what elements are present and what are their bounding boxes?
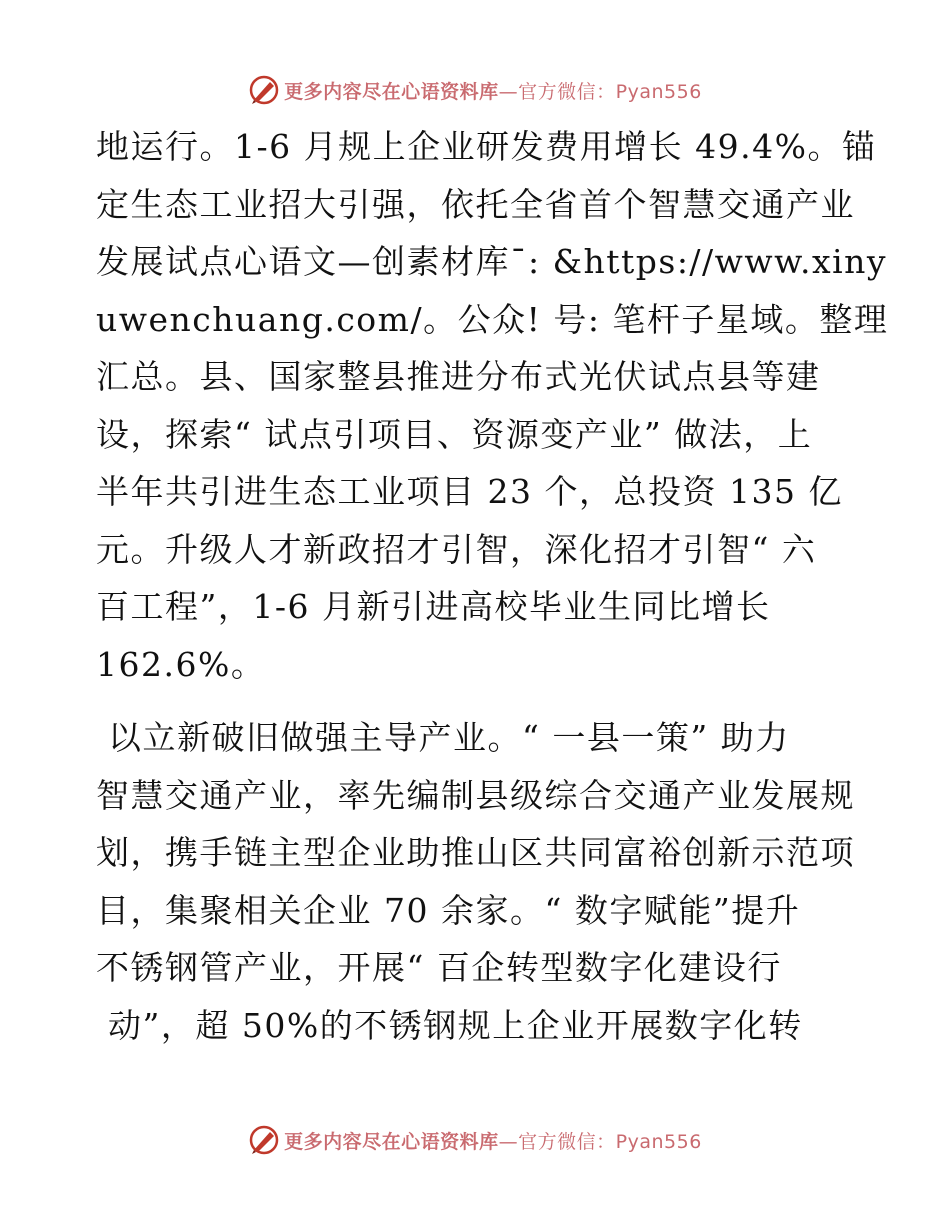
text-line: 划，携手链主型企业助推山区共同富裕创新示范项 — [96, 833, 855, 872]
paragraph-1 — [96, 118, 889, 693]
text-line: 目，集聚相关企业 70 余家。“ 数字赋能”提升 — [96, 890, 801, 930]
watermark-text — [284, 77, 702, 104]
text-line: 以立新破旧做强主导产业。“ 一县一策” 助力 — [96, 718, 790, 757]
text-line: 汇总。县、国家整县推进分布式光伏试点县等建 — [96, 357, 821, 396]
footer-watermark — [0, 1120, 950, 1160]
text-line: 定生态工业招大引强，依托全省首个智慧交通产业 — [96, 184, 855, 224]
text-line: 智慧交通产业，率先编制县级综合交通产业发展规 — [96, 775, 855, 815]
watermark-main: 更多内容尽在心语资料库 — [284, 80, 499, 103]
text-line: 发展试点心语文—创素材库¯: &https://www.xiny — [96, 242, 888, 281]
pen-logo-icon — [248, 74, 280, 106]
watermark-text — [284, 1127, 702, 1154]
watermark-sub: —官方微信：Pyan556 — [498, 1130, 702, 1153]
watermark-main: 更多内容尽在心语资料库 — [284, 1130, 499, 1153]
text-line: 动”，超 50%的不锈钢规上企业开展数字化转 — [96, 1005, 803, 1045]
text-line: 半年共引进生态工业项目 23 个，总投资 135 亿 — [96, 472, 843, 511]
document-body — [96, 118, 889, 1054]
text-line: 元。升级人才新政招才引智，深化招才引智“ 六 — [96, 529, 817, 569]
text-line: 162.6%。 — [96, 644, 266, 684]
text-line: 不锈钢管产业，开展“ 百企转型数字化建设行 — [96, 948, 782, 987]
paragraph-spacer — [96, 693, 856, 709]
watermark-sub: —官方微信：Pyan556 — [498, 80, 702, 103]
header-watermark — [0, 70, 950, 110]
text-line: 地运行。1-6 月规上企业研发费用增长 49.4%。锚 — [96, 127, 877, 166]
text-line: 百工程”，1-6 月新引进高校毕业生同比增长 — [96, 587, 771, 626]
paragraph-2 — [96, 709, 856, 1054]
text-line: 设，探索“ 试点引项目、资源变产业” 做法，上 — [96, 414, 813, 454]
text-line: uwenchuang.com/。公众! 号: 笔杆子星域。整理 — [96, 299, 889, 339]
pen-logo-icon — [248, 1124, 280, 1156]
